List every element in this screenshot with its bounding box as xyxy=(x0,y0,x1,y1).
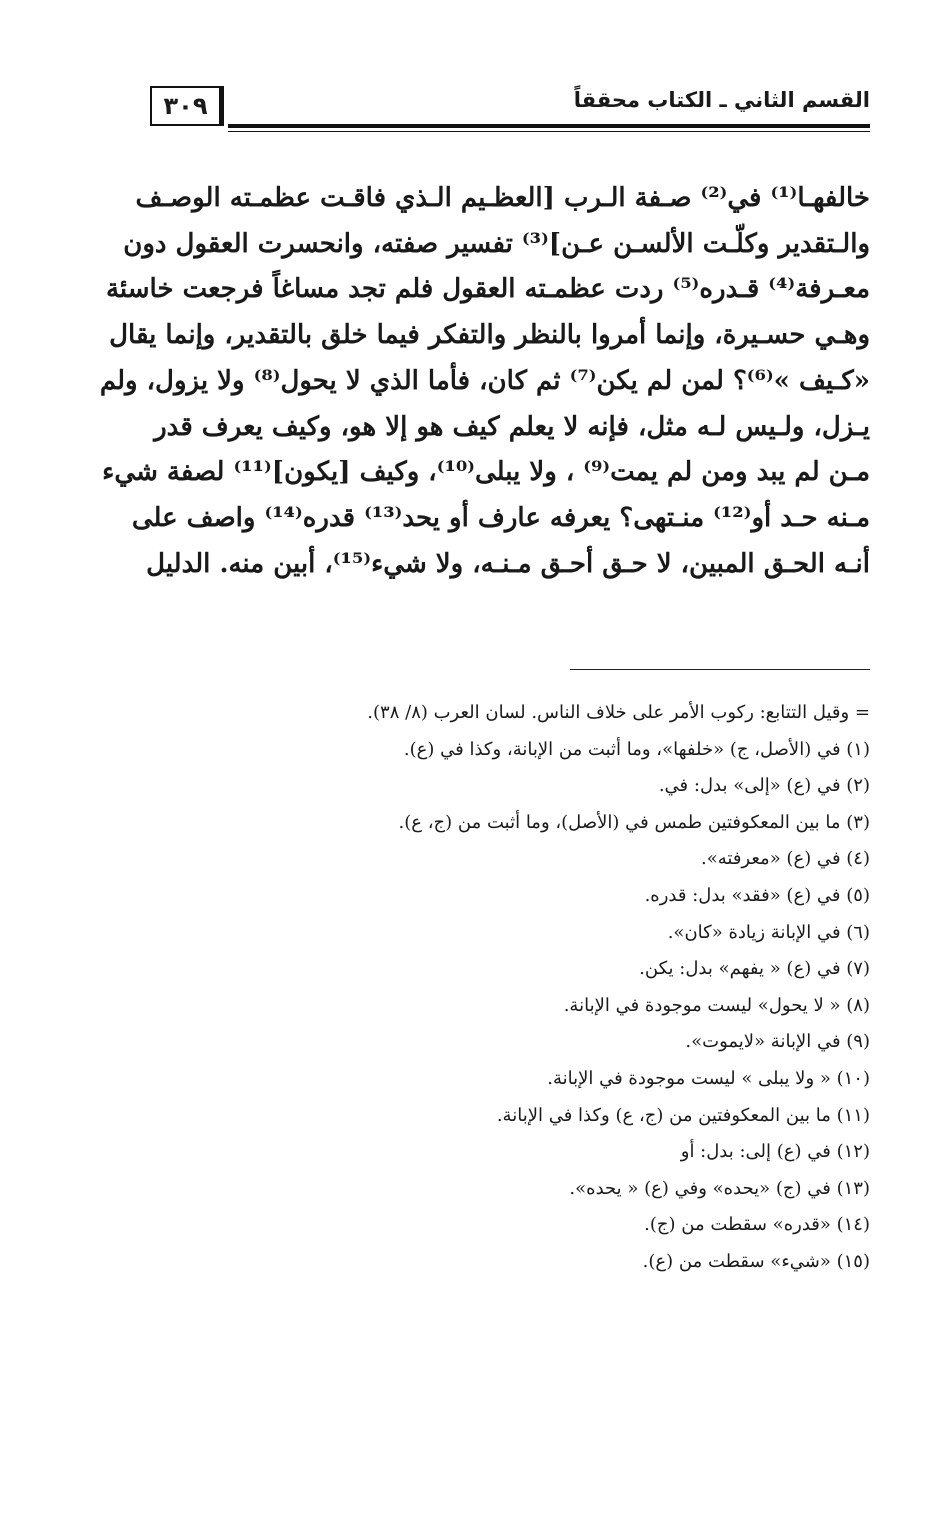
text-line: مـن لم يبد ومن لم يمت⁽⁹⁾ ، ولا يبلى⁽¹⁰⁾، وكيف [يكون]⁽¹¹⁾ لصفة شيء xyxy=(102,457,870,488)
footnote: (٣) ما بين المعكوفتين طمس في (الأصل)، وما أثبت من (ج، ع). xyxy=(398,811,870,833)
footnote: (٢) في (ع) «إلى» بدل: في. xyxy=(658,775,870,797)
text-line: والـتقدير وكلّـت الألسـن عـن]⁽³⁾ تفسير صفته، وانحسرت العقول دون xyxy=(123,228,870,259)
text-line: «كـيف »⁽⁶⁾؟ لمن لم يكن⁽⁷⁾ ثم كان، فأما الذي لا يحول⁽⁸⁾ ولا يزول، ولم xyxy=(99,365,870,396)
text-line: مـنه حـد أو⁽¹²⁾ منـتهى؟ يعرفه عارف أو يحد⁽¹³⁾ قدره⁽¹⁴⁾ واصف على xyxy=(131,502,870,533)
footnote-separator xyxy=(570,669,870,670)
text-line: خالفهـا⁽¹⁾ في⁽²⁾ صـفة الـرب [العظـيم الـذي فاقـت عظمـته الوصـف xyxy=(135,183,870,213)
footnote: (٤) في (ع) «معرفته». xyxy=(701,848,870,870)
footnote: (١٠) « ولا يبلى » ليست موجودة في الإبانة. xyxy=(547,1067,870,1089)
footnote: (١٥) «شيء» سقطت من (ع). xyxy=(642,1250,870,1272)
text-line: يـزل، ولـيس لـه مثل، فإنه لا يعلم كيف هو إلا هو، وكيف يعرف قدر xyxy=(154,411,870,442)
footnote: (١٢) في (ع) إلى: بدل: أو xyxy=(680,1141,870,1163)
footnote: (٦) في الإبانة زيادة «كان». xyxy=(667,921,870,943)
footnotes xyxy=(160,695,870,1281)
page-header xyxy=(150,84,870,134)
footnote: (٨) « لا يحول» ليست موجودة في الإبانة. xyxy=(563,994,870,1016)
footnote: (١) في (الأصل، ج) «خلفها»، وما أثبت من الإبانة، وكذا في (ع). xyxy=(403,738,870,760)
footnote: = وقيل التتابع: ركوب الأمر على خلاف الناس. لسان العرب (٨/ ٣٨). xyxy=(367,702,870,723)
footnote: (٩) في الإبانة «لايموت». xyxy=(685,1031,870,1053)
running-head: القسم الثاني ـ الكتاب محققاً xyxy=(573,88,870,112)
main-text xyxy=(99,176,870,587)
page-number: ٣٠٩ xyxy=(150,86,224,126)
text-line: معـرفة⁽⁴⁾ قـدره⁽⁵⁾ ردت عظمـته العقول فلم تجد مساغاً فرجعت خاسئة xyxy=(105,274,870,305)
footnote: (٧) في (ع) « يفهم» بدل: يكن. xyxy=(639,958,870,980)
text-line: أنـه الحـق المبين، لا حـق أحـق مـنـه، ولا شيء⁽¹⁵⁾، أبين منه. الدليل xyxy=(146,548,870,579)
footnote: (٥) في (ع) «فقد» بدل: قدره. xyxy=(644,884,870,906)
text-line: وهـي حسـيرة، وإنما أمروا بالنظر والتفكر فيما خلق بالتقدير، وإنما يقال xyxy=(109,320,870,351)
footnote: (١٣) في (ج) «يحده» وفي (ع) « يحده». xyxy=(569,1177,870,1199)
header-rule xyxy=(228,124,870,128)
footnote: (١١) ما بين المعكوفتين من (ج، ع) وكذا في الإبانة. xyxy=(496,1104,870,1126)
header-rule-thin xyxy=(228,131,870,132)
footnote: (١٤) «قدره» سقطت من (ج). xyxy=(644,1214,870,1236)
